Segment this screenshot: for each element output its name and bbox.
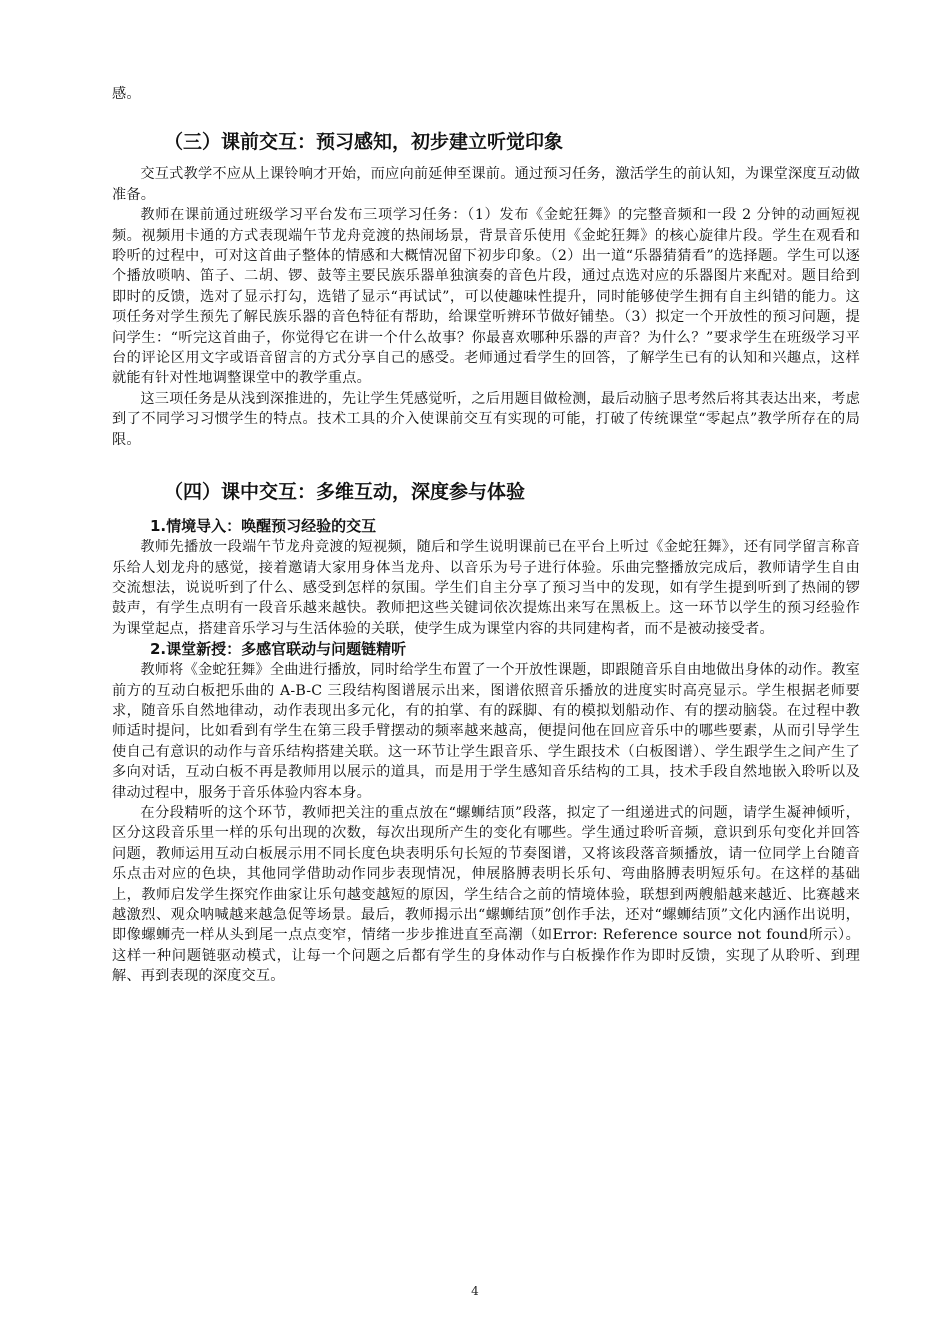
section-4-heading: （四）课中交互：多维互动，深度参与体验 <box>164 481 526 504</box>
section-3-paragraph-2: 教师在课前通过班级学习平台发布三项学习任务：（1）发布《金蛇狂舞》的完整音频和一段 2 分钟的动画短视频。视频用卡通的方式表现端午节龙舟竞渡的热闹场景，背景音乐使用《金蛇狂舞》的核心旋律片段。学生在观看和聆听的过程中，可对这首曲子整体的情感和大概情况留下初步印象。（2）出一道“乐器猜猜看”的选择题。学生可以逐个播放唢呐、笛子、二胡、锣、鼓等主要民族乐器单独演奏的音色片段，通过点选对应的乐器图片来配对。题目给到即时的反馈，选对了显示打勾，选错了显示“再试试”，可以使趣味性提升，同时能够使学生拥有自主纠错的能力。这项任务对学生预先了解民族乐器的音色特征有帮助，给课堂听辨环节做好铺垫。（3）拟定一个开放性的预习问题，提问学生：“听完这首曲子，你觉得它在讲一个什么故事？你最喜欢哪种乐器的声音？为什么？”要求学生在班级学习平台的评论区用文字或语音留言的方式分享自己的感受。老师通过看学生的回答，了解学生已有的认知和兴趣点，这样就能有针对性地调整课堂中的教学重点。 <box>112 207 860 387</box>
subsection-2-paragraph-1: 教师将《金蛇狂舞》全曲进行播放，同时给学生布置了一个开放性课题，即跟随音乐自由地做出身体的动作。教室前方的互动白板把乐曲的 A-B-C 三段结构图谱展示出来，图谱依照音乐播放的进度实时高亮显示。学生根据老师要求，随音乐自然地律动，动作表现出多元化，有的拍掌、有的踩脚、有的模拟划船动作、有的摆动脑袋。在过程中教师适时提问，比如看到有学生在第三段手臂摆动的频率越来越高，便提问他在回应音乐中的哪些要素，从而引导学生使自己有意识的动作与音乐结构搭建关联。这一环节让学生跟音乐、学生跟技术（白板图谱）、学生跟学生之间产生了多向对话，互动白板不再是教师用以展示的道具，而是用于学生感知音乐结构的工具，技术手段自然地嵌入聆听以及律动过程中，服务于音乐体验内容本身。 <box>112 662 860 801</box>
section-3-heading: （三）课前交互：预习感知，初步建立听觉印象 <box>164 131 564 154</box>
subsection-2-paragraph-2: 在分段精听的这个环节，教师把关注的重点放在“螺蛳结顶”段落，拟定了一组递进式的问题，请学生凝神倾听，区分这段音乐里一样的乐句出现的次数，每次出现所产生的变化有哪些。学生通过聆听音频，意识到乐句变化并回答问题，教师运用互动白板展示用不同长度色块表明乐句长短的节奏图谱，又将该段落音频播放，请一位同学上台随音乐点击对应的色块，其他同学借助动作同步表现情况，伸展胳膊表明长乐句、弯曲胳膊表明短乐句。在这样的基础上，教师启发学生探究作曲家让乐句越变越短的原因，学生结合之前的情境体验，联想到两艘船越来越近、比赛越来越激烈、观众呐喊越来越急促等场景。最后，教师揭示出“螺蛳结顶”创作手法，还对“螺蛳结顶”文化内涵作出说明，即像螺蛳壳一样从头到尾一点点变窄，情绪一步步推进直至高潮（如Error: Reference source not found所示）。这样一种问题链驱动模式，让每一个问题之后都有学生的身体动作与白板操作作为即时反馈，实现了从聆听、到理解、再到表现的深度交互。 <box>112 804 860 985</box>
page-number: 4 <box>471 1284 479 1298</box>
subsection-1-paragraph-1: 教师先播放一段端午节龙舟竞渡的短视频，随后和学生说明课前已在平台上听过《金蛇狂舞》，还有同学留言称音乐给人划龙舟的感觉，接着邀请大家用身体当龙舟、以音乐为号子进行体验。乐曲完整播放完成后，教师请学生自由交流想法，说说听到了什么、感受到怎样的氛围。学生们自主分享了预习当中的发现，如有学生提到听到了热闹的锣鼓声，有学生点明有一段音乐越来越快。教师把这些关键词依次提炼出来写在黑板上。这一环节以学生的预习经验作为课堂起点，搭建音乐学习与生活体验的关联，使学生成为课堂内容的共同建构者，而不是被动接受者。 <box>112 539 860 637</box>
section-3-paragraph-1: 交互式教学不应从上课铃响才开始，而应向前延伸至课前。通过预习任务，激活学生的前认知，为课堂深度互动做准备。 <box>112 166 860 203</box>
document-body <box>112 84 860 987</box>
subsection-2-heading: 2.课堂新授：多感官联动与问题链精听 <box>150 640 407 659</box>
section-3-paragraph-3: 这三项任务是从浅到深推进的，先让学生凭感觉听，之后用题目做检测，最后动脑子思考然后将其表达出来，考虑到了不同学习习惯学生的特点。技术工具的介入使课前交互有实现的可能，打破了传统课堂“零起点”教学所存在的局限。 <box>112 390 860 448</box>
subsection-1-heading: 1.情境导入：唤醒预习经验的交互 <box>150 517 377 536</box>
intro-fragment: 感。 <box>112 86 141 102</box>
